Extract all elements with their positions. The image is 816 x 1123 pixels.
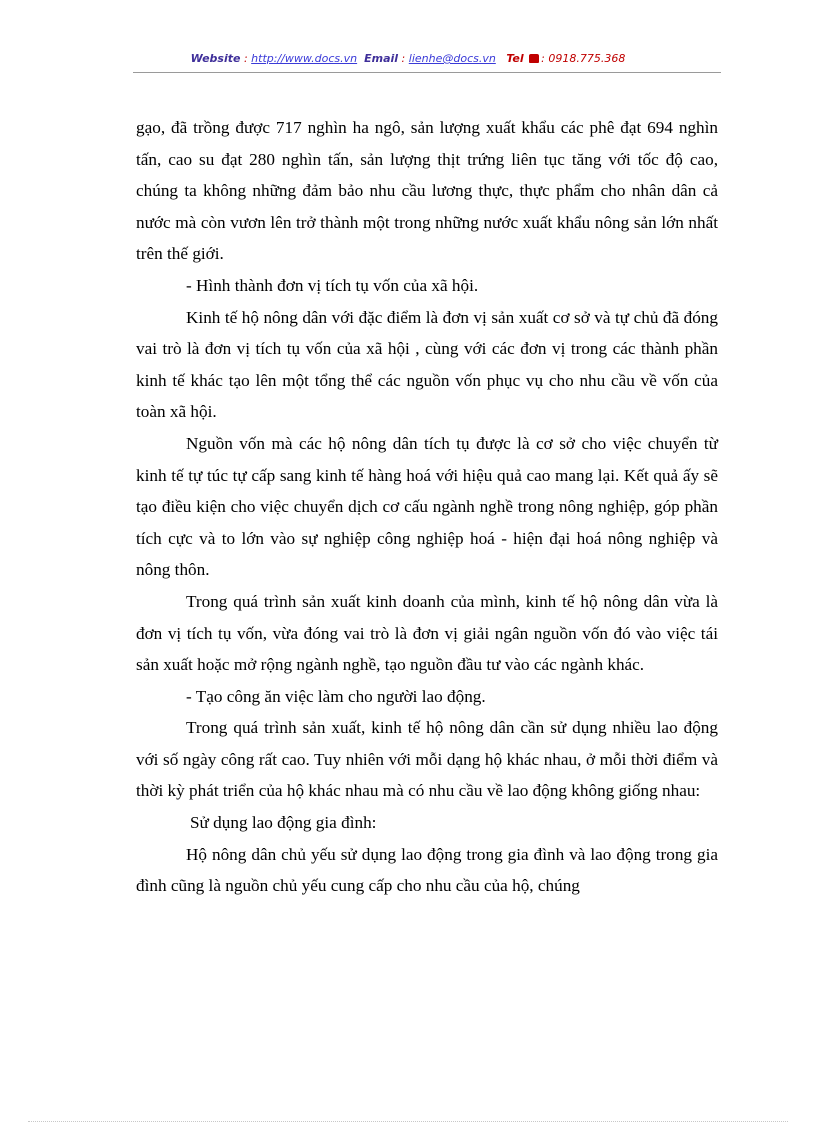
website-link[interactable]: http://www.docs.vn xyxy=(251,52,358,65)
email-link[interactable]: lienhe@docs.vn xyxy=(408,52,496,65)
header-divider xyxy=(133,72,721,73)
tel-value: : 0918.775.368 xyxy=(541,52,626,65)
footer-divider xyxy=(28,1121,788,1122)
paragraph-continuation: gạo, đã trồng được 717 nghìn ha ngô, sản lượng xuất khẩu các phê đạt 694 nghìn tấn, cao su đạt 280 nghìn tấn, sản lượng thịt trứng liên tục tăng với tốc độ cao, chúng ta không những đảm bảo nhu cầu lương thực, thực phẩm cho nhân dân cả nước mà còn vươn lên trở thành một trong những nước xuất khẩu nông sản lớn nhất trên thế giới. xyxy=(136,118,718,264)
paragraph-family-labor: Hộ nông dân chủ yếu sử dụng lao động trong gia đình và lao động trong gia đình cũng là nguồn chủ yếu cung cấp cho nhu cầu của hộ, chúng xyxy=(136,844,718,896)
email-label: Email xyxy=(364,52,399,65)
subheading-family-labor: Sử dụng lao động gia đình: xyxy=(190,813,377,833)
bullet-employment: - Tạo công ăn việc làm cho người lao động. xyxy=(186,686,486,706)
document-body xyxy=(136,112,718,902)
paragraph-labor-demand: Trong quá trình sản xuất, kinh tế hộ nông dân cần sử dụng nhiều lao động với số ngày công rất cao. Tuy nhiên với mỗi dạng hộ khác nhau, ở mỗi thời điểm và thời kỳ phát triển của hộ khác nhau mà có nhu cầu về lao động không giống nhau: xyxy=(136,718,718,801)
bullet-capital-accumulation: - Hình thành đơn vị tích tụ vốn của xã hội. xyxy=(186,275,479,295)
paragraph-capital-unit: Kinh tế hộ nông dân với đặc điểm là đơn vị sản xuất cơ sở và tự chủ đã đóng vai trò là đơn vị tích tụ vốn của xã hội , cùng với các đơn vị trong các thành phần kinh tế khác tạo lên một tổng thể các nguồn vốn phục vụ cho nhu cầu về vốn của toàn xã hội. xyxy=(136,307,718,422)
paragraph-production-process: Trong quá trình sản xuất kinh doanh của mình, kinh tế hộ nông dân vừa là đơn vị tích tụ vốn, vừa đóng vai trò là đơn vị giải ngân nguồn vốn đó vào việc tái sản xuất hoặc mở rộng ngành nghề, tạo nguồn đầu tư vào các ngành khác. xyxy=(136,591,718,675)
email-separator: : xyxy=(398,52,409,65)
website-label: Website xyxy=(190,52,241,65)
tel-label: Tel xyxy=(506,52,524,65)
website-colon: : xyxy=(240,52,252,65)
page-header xyxy=(0,52,816,65)
phone-icon xyxy=(529,54,539,63)
paragraph-capital-source: Nguồn vốn mà các hộ nông dân tích tụ được là cơ sở cho việc chuyển từ kinh tế tự túc tự cấp sang kinh tế hàng hoá với hiệu quả cao mang lại. Kết quả ấy sẽ tạo điều kiện cho việc chuyển dịch cơ cấu ngành nghề trong nông nghiệp, góp phần tích cực và to lớn vào sự nghiệp công nghiệp hoá - hiện đại hoá nông nghiệp và nông thôn. xyxy=(136,433,718,580)
